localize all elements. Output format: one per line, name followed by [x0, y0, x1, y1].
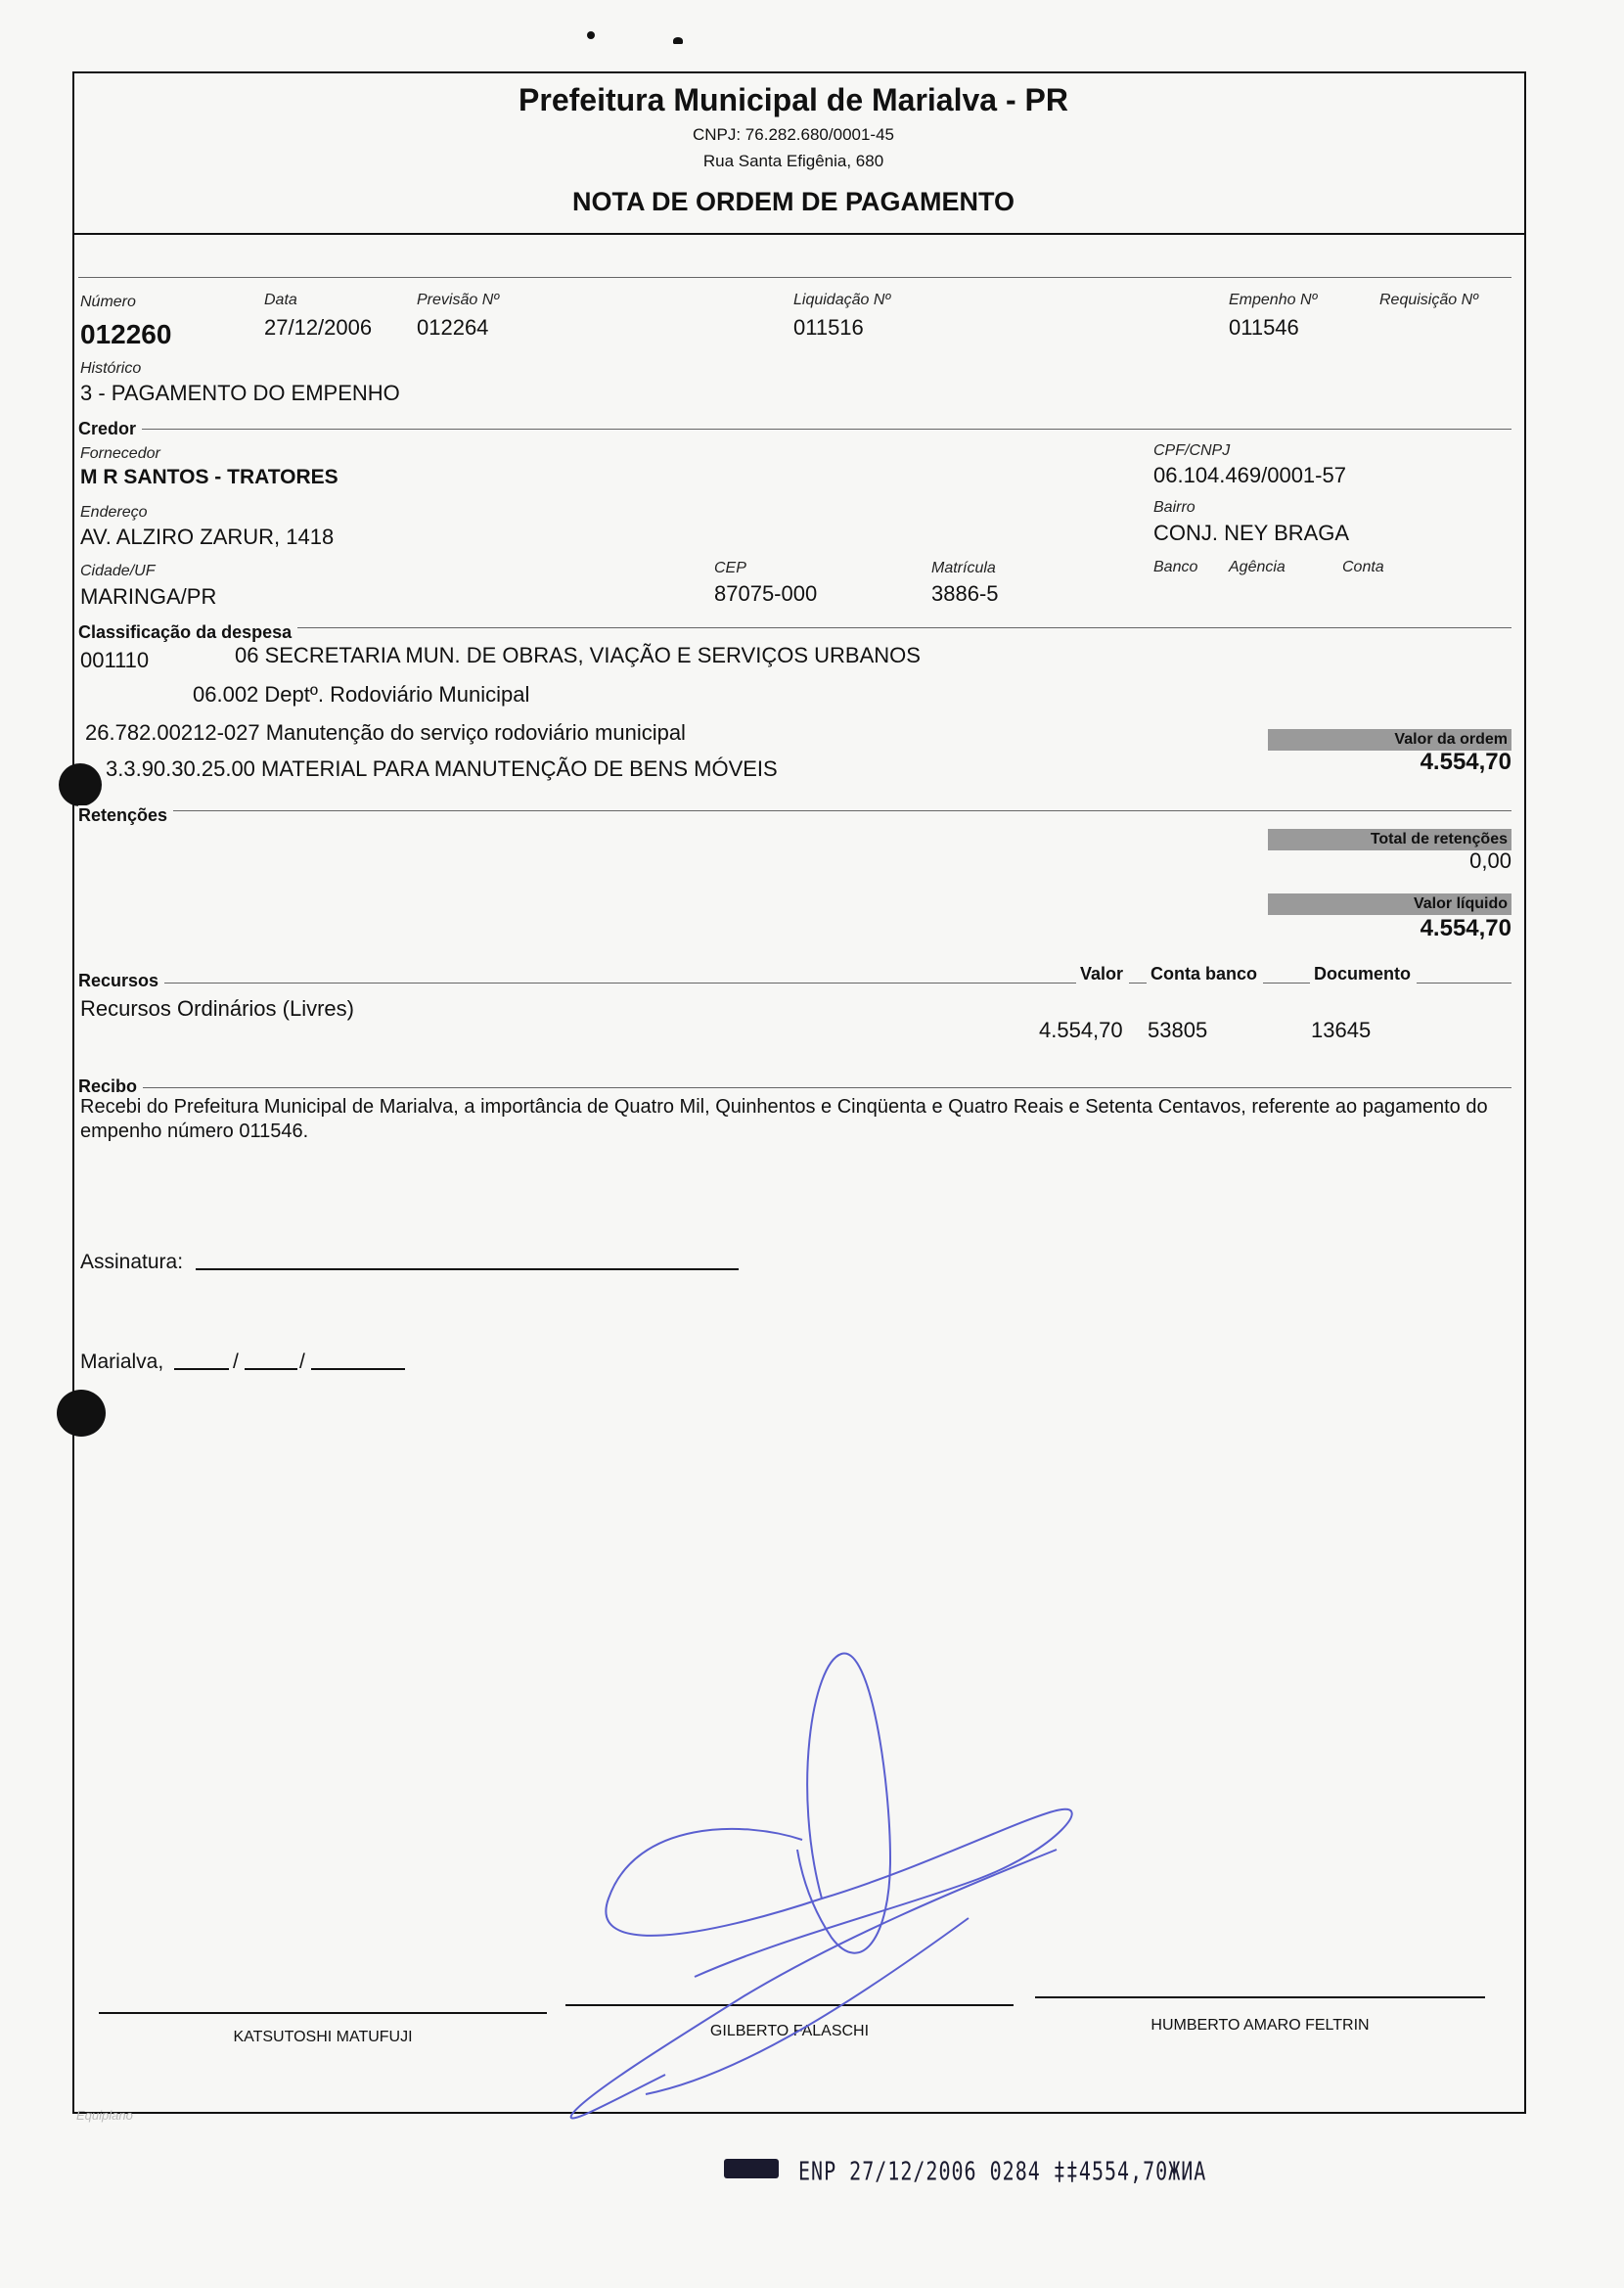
- historico-label: Histórico: [80, 360, 142, 377]
- scan-mark-2: [673, 37, 683, 44]
- date-slash-2: /: [299, 1350, 305, 1373]
- signature-line-1: [99, 2012, 547, 2014]
- classificacao-section-title: Classificação da despesa: [78, 622, 297, 643]
- cep-label: CEP: [714, 560, 746, 576]
- punch-hole-1: [59, 763, 102, 806]
- date-line-year: [311, 1368, 405, 1370]
- assinatura-label: Assinatura:: [80, 1251, 184, 1273]
- bank-stamp: ENP 27/12/2006 0284 ‡‡4554,70ЖИА: [798, 2156, 1207, 2187]
- footer-mark: Equiplano: [76, 2108, 133, 2123]
- previsao-label: Previsão Nº: [417, 292, 500, 308]
- recursos-conta: 53805: [1148, 1018, 1208, 1042]
- classificacao-code: 001110: [80, 648, 150, 672]
- empenho-value: 011546: [1229, 315, 1299, 340]
- historico-value: 3 - PAGAMENTO DO EMPENHO: [80, 381, 400, 405]
- programa-text: 26.782.00212-027 Manutenção do serviço rodoviário municipal: [85, 720, 686, 745]
- cpf-value: 06.104.469/0001-57: [1153, 463, 1346, 487]
- recursos-valor-label: Valor: [1076, 964, 1129, 984]
- recursos-conta-label: Conta banco: [1147, 964, 1263, 984]
- cidade-value: MARINGA/PR: [80, 584, 217, 609]
- handwritten-signature: [548, 1644, 1096, 2133]
- depto-text: 06.002 Deptº. Rodoviário Municipal: [193, 682, 530, 707]
- elemento-text: 3.3.90.30.25.00 MATERIAL PARA MANUTENÇÃO DE BENS MÓVEIS: [106, 756, 778, 781]
- valor-liquido-label: Valor líquido: [1268, 893, 1511, 915]
- recursos-rule: [80, 983, 1511, 984]
- punch-hole-2: [57, 1390, 106, 1437]
- document-title: NOTA DE ORDEM DE PAGAMENTO: [571, 187, 1015, 216]
- numero-value: 012260: [80, 319, 172, 349]
- assinatura-line: [196, 1268, 739, 1270]
- total-retencoes-value: 0,00: [1469, 848, 1511, 873]
- agencia-label: Agência: [1229, 559, 1286, 575]
- signatory-3: HUMBERTO AMARO FELTRIN: [1150, 2017, 1370, 2034]
- secretaria-text: 06 SECRETARIA MUN. DE OBRAS, VIAÇÃO E SERVIÇOS URBANOS: [235, 643, 921, 667]
- matricula-value: 3886-5: [931, 581, 999, 606]
- matricula-label: Matrícula: [931, 560, 996, 576]
- liquidacao-label: Liquidação Nº: [793, 292, 891, 308]
- date-line-day: [174, 1368, 229, 1370]
- recibo-section-title: Recibo: [78, 1076, 143, 1097]
- retencoes-rule: [80, 810, 1511, 811]
- address-text: Rua Santa Efigênia, 680: [702, 152, 884, 170]
- numero-label: Número: [80, 294, 136, 310]
- fornecedor-label: Fornecedor: [80, 445, 160, 462]
- recursos-documento: 13645: [1311, 1018, 1372, 1042]
- page-title: Prefeitura Municipal de Marialva - PR: [519, 82, 1068, 117]
- cnpj-text: CNPJ: 76.282.680/0001-45: [692, 125, 895, 144]
- recibo-rule: [80, 1087, 1511, 1088]
- signature-line-3: [1035, 1996, 1485, 1998]
- local-label: Marialva,: [80, 1350, 164, 1373]
- credor-rule: [80, 429, 1511, 430]
- bairro-label: Bairro: [1153, 499, 1195, 516]
- previsao-value: 012264: [417, 315, 489, 340]
- recibo-text: Recebi do Prefeitura Municipal de Marialva, a importância de Quatro Mil, Quinhentos e Cinqüenta e Quatro Reais e Setenta Centavos, referente ao pagamento do empenho número 011546.: [80, 1096, 1488, 1142]
- signatory-1: KATSUTOSHI MATUFUJI: [233, 2029, 413, 2045]
- endereco-value: AV. ALZIRO ZARUR, 1418: [80, 525, 335, 549]
- retencoes-section-title: Retenções: [78, 805, 173, 826]
- recursos-section-title: Recursos: [78, 971, 164, 991]
- total-retencoes-label: Total de retenções: [1268, 829, 1511, 850]
- requisicao-label: Requisição Nº: [1379, 292, 1478, 308]
- cep-value: 87075-000: [714, 581, 818, 606]
- bank-logo-icon: [724, 2159, 779, 2178]
- valor-liquido-value: 4.554,70: [1420, 915, 1511, 941]
- date-line-month: [245, 1368, 297, 1370]
- empenho-label: Empenho Nº: [1229, 292, 1318, 308]
- cidade-label: Cidade/UF: [80, 563, 156, 579]
- liquidacao-value: 011516: [793, 315, 864, 340]
- endereco-label: Endereço: [80, 504, 148, 521]
- valor-ordem-label: Valor da ordem: [1268, 729, 1511, 751]
- signatory-2: GILBERTO FALASCHI: [709, 2023, 870, 2039]
- data-value: 27/12/2006: [264, 315, 373, 340]
- recursos-valor: 4.554,70: [1039, 1018, 1123, 1042]
- scan-mark-1: [587, 31, 595, 39]
- date-slash-1: /: [233, 1350, 239, 1373]
- fornecedor-value: M R SANTOS - TRATORES: [80, 466, 338, 488]
- info-divider: [78, 277, 1511, 278]
- banco-label: Banco: [1153, 559, 1198, 575]
- cpf-label: CPF/CNPJ: [1153, 442, 1231, 459]
- data-label: Data: [264, 292, 297, 308]
- valor-ordem-value: 4.554,70: [1420, 749, 1511, 775]
- recursos-item: Recursos Ordinários (Livres): [80, 996, 354, 1021]
- header-divider: [72, 233, 1526, 235]
- conta-label: Conta: [1342, 559, 1384, 575]
- bairro-value: CONJ. NEY BRAGA: [1153, 521, 1350, 545]
- recursos-documento-label: Documento: [1310, 964, 1417, 984]
- credor-section-title: Credor: [78, 419, 142, 439]
